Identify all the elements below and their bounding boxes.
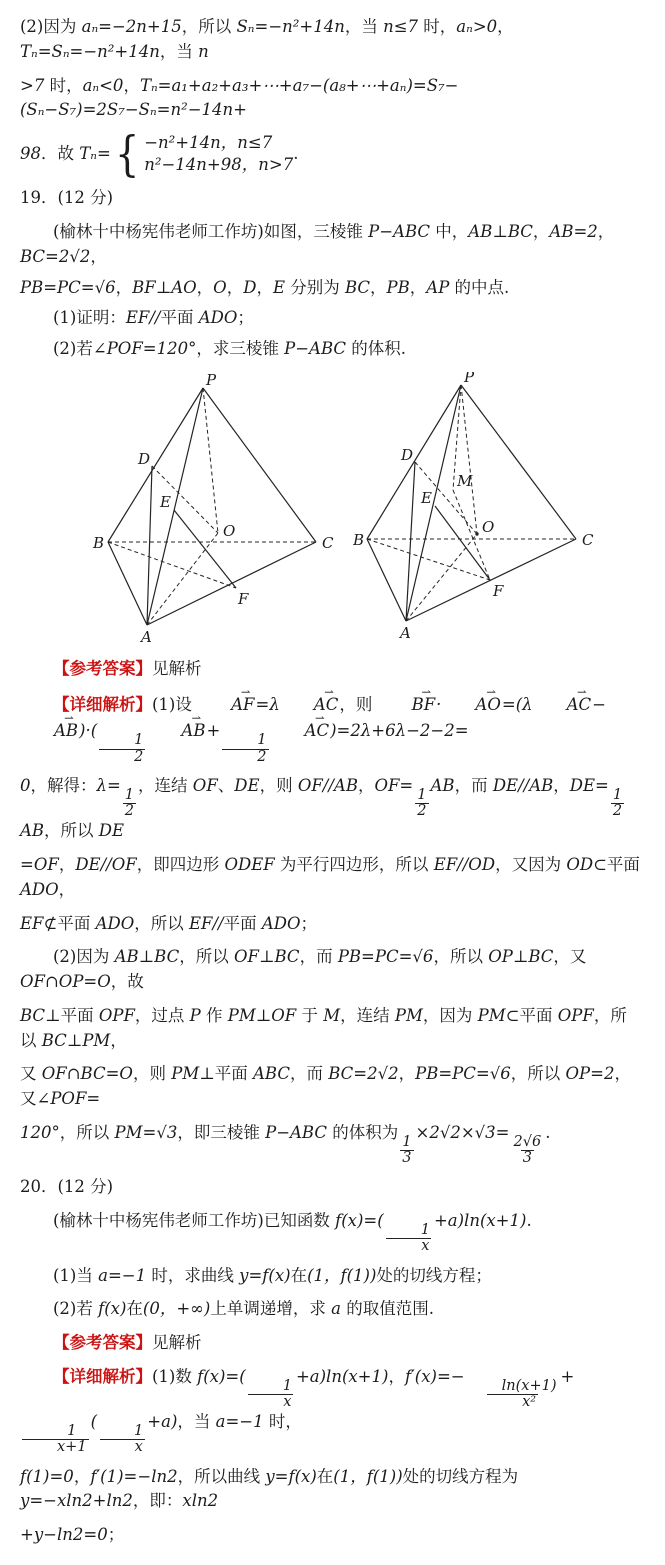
pyramid-left [89,372,339,648]
vector-term: BF ⇀ [378,691,437,718]
vector-term: AC ⇀ [271,717,331,744]
vector-term: AF ⇀ [197,691,255,718]
problem-19-part-2: (2)若∠POF=120°，求三棱锥 P−ABC 的体积. [53,339,407,359]
vertex-label-F: F [237,589,248,608]
analysis-20-line-2: f(1)=0，f′(1)=−ln2，所以曲线 y=f(x)在(1，f(1))处的切线方程为 y=−xln2+ln2，即：xln2 [20,1466,519,1511]
vertex-label-E: E [420,488,432,507]
vector-term: AC ⇀ [280,691,340,718]
analysis-20-line-3: +y−ln2=0； [20,1525,125,1545]
fraction: $\frac{1}{2}$ [99,733,145,764]
pyramid-right [353,372,603,642]
vertex-label-O: O [222,521,235,540]
vector-term: AB ⇀ [20,717,79,744]
figure-right [353,372,603,642]
vertex-label-M: M [456,471,472,490]
problem-19-part-1: (1)证明：EF//平面 ADO； [53,308,254,328]
fraction: $\frac{1}{x}$ [386,1223,432,1254]
vector-term: AC ⇀ [533,691,593,718]
fraction: $\frac{1}{2}$ [417,786,427,820]
vertex-label-D: D [137,449,150,468]
analysis-19-line-4: EF⊄平面 ADO，所以 EF//平面 ADO； [20,913,318,933]
analysis-19-line-8: 120°，所以 PM=√3，即三棱锥 P−ABC 的体积为 $\frac{1}{3}$ ×2√2×√3= $\frac{2√6}{3}$ . [20,1122,551,1167]
problem-19-stem-2: PB=PC=√6，BF⊥AO，O，D，E 分别为 BC，PB，AP 的中点. [20,277,510,297]
analysis-19-line-2: 0，解得：λ= $\frac{1}{2}$ ，连结 OF、DE，则 OF//AB，OF= $\frac{1}{2}$ AB，而 DE//AB，DE= $\frac{1}{2}$ AB，所以 DE [20,775,623,841]
analysis-19-line-6: BC⊥平面 OPF，过点 P 作 PM⊥OF 于 M，连结 PM，因为 PM⊂平面 OPF，所以 BC⊥PM， [20,1005,627,1050]
vertex-label-P: P [205,371,216,389]
analysis-19-line-5: (2)因为 AB⊥BC，所以 OF⊥BC，而 PB=PC=√6，所以 OP⊥BC，又 OF∩OP=O，故 [20,947,587,992]
problem-19-figures [50,372,641,648]
vertex-label-C: C [581,530,593,549]
vertex-label-E: E [159,492,171,511]
vertex-label-A: A [140,627,152,646]
analysis-19-line-1: 【详细解析】(1)设 AF ⇀=λ AC ⇀，则 BF ⇀· AO ⇀=(λ AC ⇀−AB ⇀)·( $\frac{1}{2}$ AB ⇀+ $\frac{1}{2}$ AC ⇀)=2λ+6λ−2−2= [20,691,641,765]
fraction: $\frac{\ln(x+1)}{\text{x²}}$ [467,1379,559,1410]
vertex-label-O: O [481,517,494,536]
solution-18-piecewise: 98．故 Tₙ= { −n²+14n，n≤7 n²−14n+98，n>7 . [20,127,299,182]
piecewise-cases: { −n²+14n，n≤7 n²−14n+98，n>7 [114,127,294,182]
vertex-label-A: A [399,623,411,642]
fraction: $\frac{1}{3}$ [402,1133,412,1167]
vertex-label-C: C [321,533,333,552]
fraction: $\frac{1}{x+1}$ [22,1424,89,1455]
fraction: $\frac{1}{2}$ [222,733,268,764]
vertex-label-P: P [463,371,474,386]
fraction: $\frac{1}{2}$ [612,786,623,820]
vertex-label-B: B [92,533,104,552]
answer-20-reference: 【参考答案】见解析 [53,1333,202,1352]
analysis-19-line-3: =OF，DE//OF，即四边形 ODEF 为平行四边形，所以 EF//OD，又因为 OD⊂平面 ADO， [20,855,640,899]
vertex-label-F: F [492,581,503,600]
vertex-label-D: D [400,445,413,464]
fraction: $\frac{1}{x}$ [248,1379,294,1410]
point-O-dot [475,532,478,535]
problem-20-stem: (榆林十中杨宪伟老师工作坊)已知函数 f(x)=( $\frac{1}{x}$ +a)ln(x+1). [53,1211,532,1255]
fraction: $\frac{1}{2}$ [124,786,135,820]
analysis-20-line-1: 【详细解析】(1)数 f(x)=( $\frac{1}{x}$ +a)ln(x+1)，f′(x)=− $\frac{\ln(x+1)}{\text{x²}}$ + $\frac{1}{x+1}$ ( $\frac{1}{x}$ +a)，当 a=−1 时， [20,1365,641,1456]
analysis-19-line-7: 又 OF∩BC=O，则 PM⊥平面 ABC，而 BC=2√2，PB=PC=√6，所以 OP=2，又∠POF= [20,1064,631,1109]
vertex-label-B: B [352,530,364,549]
solution-18-line-2: >7 时，aₙ<0，Tₙ=a₁+a₂+a₃+⋯+a₇−(a₈+⋯+aₙ)=S₇−(Sₙ−S₇)=2S₇−Sₙ=n²−14n+ [20,75,459,120]
problem-20-part-2: (2)若 f(x)在(0，+∞)上单调递增，求 a 的取值范围. [53,1299,434,1319]
problem-19-stem-1: (榆林十中杨宪伟老师工作坊)如图，三棱锥 P−ABC 中，AB⊥BC，AB=2，BC=2√2， [20,222,615,266]
fraction: $\frac{1}{x}$ [99,1424,145,1455]
fraction: $\frac{2√6}{3}$ [513,1133,542,1167]
figure-left [89,372,339,648]
problem-20-heading: 20．(12 分) [20,1177,114,1197]
answer-19-reference: 【参考答案】见解析 [53,658,202,678]
vector-term: AB ⇀ [147,717,206,744]
solution-18-line-1: (2)因为 aₙ=−2n+15，所以 Sₙ=−n²+14n，当 n≤7 时，aₙ>0，Tₙ=Sₙ=−n²+14n，当 n [20,17,514,61]
vector-term: AO ⇀ [441,691,501,718]
problem-20-part-1: (1)当 a=−1 时，求曲线 y=f(x)在(1，f(1))处的切线方程； [53,1265,492,1285]
problem-19-heading: 19．(12 分) [20,188,114,208]
